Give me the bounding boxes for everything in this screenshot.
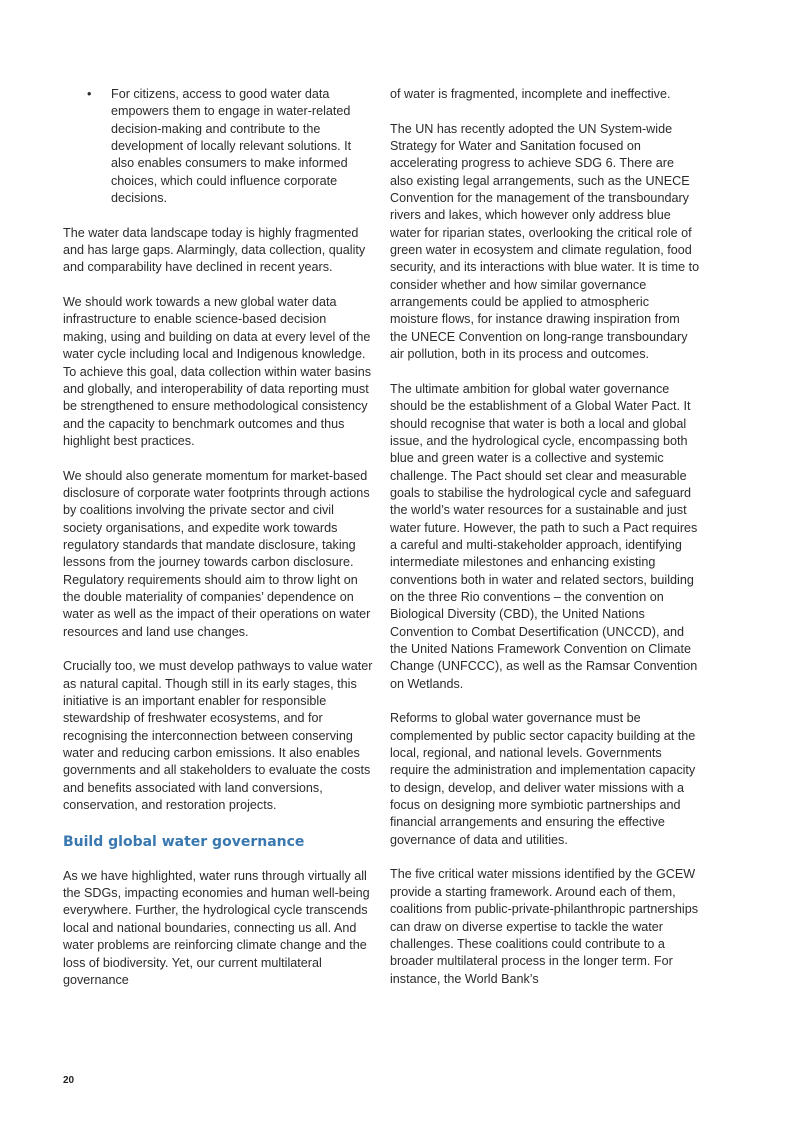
bullet-item-citizens	[63, 86, 373, 207]
paragraph-water-missions: The five critical water missions identified by the GCEW provide a starting framework. Around each of them, coalitions from public-private-philanthropic partnerships can draw on diverse expertise to tackle the water challenges. These coalitions could contribute to a broader multilateral process in the longer term. For instance, the World Bank’s	[390, 867, 698, 986]
paragraph-data-landscape: The water data landscape today is highly fragmented and has large gaps. Alarmingly, data collection, quality and comparability have declined in recent years.	[63, 225, 366, 275]
paragraph-governance-intro: As we have highlighted, water runs through virtually all the SDGs, impacting economies and human well-being everywhere. Further, the hydrological cycle transcends local and national boundaries, connecting us all. And water problems are reinforcing climate change and the loss of biodiversity. Yet, our current multilateral governance	[63, 868, 370, 987]
paragraph-corporate-disclosure: We should also generate momentum for market-based disclosure of corporate water footprints through actions by coalitions involving the private sector and civil society organisations, and expedite work towards regulatory standards that mandate disclosure, taking lessons from the journey towards carbon disclosure. Regulatory requirements should aim to throw light on the double materiality of companies’ dependence on water as well as the impact of their operations on water resources and land use changes.	[63, 468, 371, 639]
right-column	[390, 86, 700, 1005]
bullet-marker: •	[87, 87, 92, 101]
paragraph-global-water-pact: The ultimate ambition for global water governance should be the establishment of a Global Water Pact. It should recognise that water is both a local and global issue, and the hydrological cycle, encompassing both blue and green water is a collective and systemic challenge. The Pact should set clear and measurable goals to stabilise the hydrological cycle and safeguard the world’s water resources for a sustainable and just water future. However, the path to such a Pact requires a careful and multi-stakeholder approach, identifying intermediate milestones and enhancing existing conventions both in water and related sectors, building on the three Rio conventions – the convention on Biological Diversity (CBD), the United Nations Convention to Combat Desertification (UNCCD), and the United Nations Framework Convention on Climate Change (UNFCCC), as well as the Ramsar Convention on Wetlands.	[390, 381, 698, 691]
paragraph-data-infrastructure: We should work towards a new global water data infrastructure to enable science-based decision making, using and building on data at every level of the water cycle including local and Indigenous knowledge. To achieve this goal, data collection within water basins and globally, and interoperability of data reporting must be strengthened to ensure methodological consistency and the capacity to benchmark outcomes and thus highlight best practices.	[63, 295, 372, 448]
left-column	[63, 86, 373, 1007]
paragraph-capacity-building: Reforms to global water governance must be complemented by public sector capacity building at the local, regional, and national levels. Governments require the administration and implementation capacity to design, develop, and deliver water missions with a focus on designing more symbiotic partnerships and financial arrangements and ensuring the effective governance of data and utilities.	[390, 711, 696, 847]
paragraph-natural-capital: Crucially too, we must develop pathways to value water as natural capital. Though still in its early stages, this initiative is an important enabler for responsible stewardship of freshwater ecosystems, and for recognising the interconnection between conserving water and reducing carbon emissions. It also enables governments and all stakeholders to evaluate the costs and benefits associated with land conversions, conservation, and restoration projects.	[63, 659, 373, 813]
paragraph-continuation: of water is fragmented, incomplete and ineffective.	[390, 87, 671, 101]
section-heading: Build global water governance	[63, 833, 305, 850]
paragraph-un-strategy: The UN has recently adopted the UN System-wide Strategy for Water and Sanitation focused on accelerating progress to achieve SDG 6. There are also existing legal arrangements, such as the UNECE Convention for the management of the transboundary rivers and lakes, which however only address blue water for riparian states, overlooking the critical role of green water in ecosystem and climate regulation, food security, and its interactions with blue water. It is time to consider whether and how similar governance arrangements could be applied to atmospheric moisture flows, for instance drawing inspiration from the UNECE Convention on long-range transboundary air pollution, both in its process and outcomes.	[390, 121, 700, 362]
bullet-text: For citizens, access to good water data empowers them to engage in water-related decision-making and contribute to the development of locally relevant solutions. It also enables consumers to make informed choices, which could influence corporate decisions.	[111, 87, 352, 206]
page-number: 20	[63, 1075, 75, 1086]
